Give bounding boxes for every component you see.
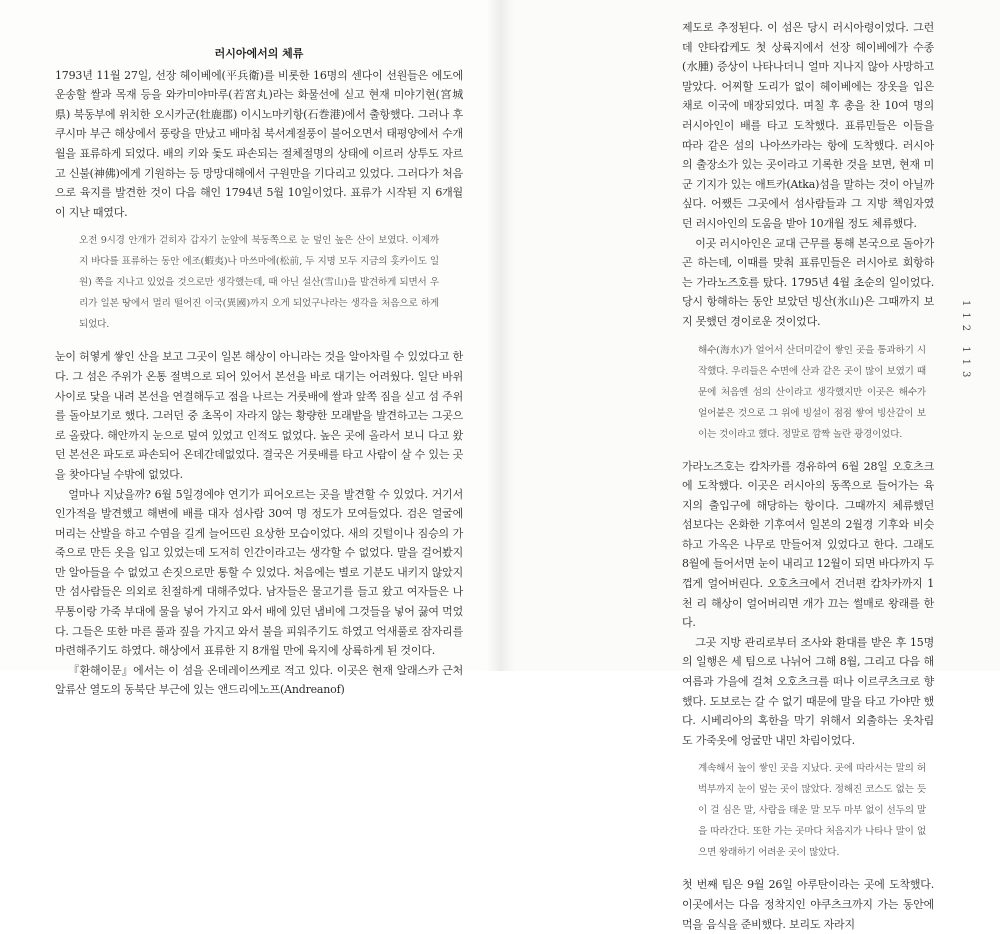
paragraph: 가라노즈호는 캄차카를 경유하여 6월 28일 오호츠크에 도착했다. 이곳은 러시아의 동쪽으로 들어가는 육지의 출입구에 해당하는 항이다. 그때까지 체류했던 섬보다는 온화한 기후여서 일본의 2월경 기후와 비슷하고 가옥은 나무로 만들어져 있었다고 한다. 그래도 8월에 들어서면 눈이 내리고 12월이 되면 바다까지 두껍게 얼어버린다. 오호츠크에서 건너편 캄차카까지 1천 리 해상이 얼어버리면 개가 끄는 썰매로 왕래를 한다. [682, 459, 934, 630]
book-gutter [486, 0, 514, 671]
left-column [55, 44, 463, 700]
block-quote: 계속해서 높이 쌓인 곳을 지났다. 곳에 따라서는 말의 허벅부까지 눈이 덮는 곳이 많았다. 정해진 코스도 없는 듯이 걸 심은 말, 사람을 태운 말 모두 마부 없이 선두의 말을 따라간다. 또한 가는 곳마다 처음지가 나타나 말이 없으면 왕래하기 어려운 곳이 많았다. [698, 763, 926, 859]
paragraph: 얼마나 지났을까? 6월 5일경에야 연기가 피어오르는 곳을 발견할 수 있었다. 거기서 인가적을 발견했고 해변에 배를 대자 섬사람 30여 명 정도가 모여들었다. 검은 얼굴에 머리는 산발을 하고 수염을 길게 늘어뜨린 요상한 모습이었다. 새의 깃털이나 짐승의 가죽으로 만든 옷을 입고 있었는데 도저히 인간이라고는 생각할 수 없었다. 말을 걸어봤지만 알아들을 수 없었고 손짓으로만 통할 수 있었다. 처음에는 별로 기분도 내키지 않았지만 섬사람들은 의외로 친절하게 대해주었다. 남자들은 물고기를 들고 왔고 여자들은 나무통이랑 가죽 부대에 물을 넣어 가지고 와서 배에 있던 냄비에 그것들을 넣어 끓여 먹었다. 그들은 또한 마른 풀과 짚을 가지고 와서 불을 피워주기도 하였고 억새풀로 잠자리를 마련해주기도 하였다. 해상에서 표류한 지 8개월 만에 육지에 상륙하게 된 것이다. [55, 487, 463, 658]
left-page [0, 0, 500, 697]
paragraph: 첫 번째 팀은 9월 26일 아루탄이라는 곳에 도착했다. 이곳에서는 다음 정착지인 야쿠츠크까지 가는 동안에 먹을 음식을 준비했다. 보리도 자라지 [682, 878, 934, 931]
paragraph: 그곳 지방 관리로부터 조사와 환대를 받은 후 15명의 일행은 세 팀으로 나뉘어 그해 8월, 그리고 다음 해 여름과 가을에 걸쳐 오호츠크를 떠나 이르쿠츠크로 향했다. 도보로는 갈 수 없기 때문에 말을 타고 가야만 했다. 시베리아의 혹한을 막기 위해서 외출하는 옷차림도 가죽옷에 엉굴만 내민 차림이었다. [682, 635, 934, 747]
paragraph: 『환해이문』에서는 이 섬을 온데레이쓰케로 적고 있다. 이곳은 현재 알래스카 근처 알류산 열도의 동북단 부근에 있는 앤드리에노프(Andreanof) [55, 663, 463, 697]
paragraph: 이곳 러시아인은 교대 근무를 통해 본국으로 돌아가곤 하는데, 이때를 맞춰 표류민들은 러시아로 회항하는 가라노즈호를 탔다. 1795년 4월 초순의 일이었다. 당시 항해하는 동안 보았던 빙산(氷山)은 그때까지 보지 못했던 경이로운 것이었다. [682, 236, 934, 328]
paragraph: 1793년 11월 27일, 선장 헤이베에(平兵衛)를 비롯한 16명의 센다이 선원들은 에도에 운송할 쌀과 목재 등을 와카미야마루(若宮丸)라는 화물선에 싣고 현재 미야기현(宮城県) 북동부에 위치한 오시카군(牡鹿郡) 이시노마키항(石巻港)에서 출항했다. 그러나 후쿠시마 부근 해상에서 풍랑을 만났고 배마침 북서계절풍이 불어오면서 태평양에서 수개월을 표류하게 되었다. 배의 키와 돛도 파손되는 절체절명의 상태에 이르러 상투도 자르고 신불(神佛)에게 기원하는 등 망망대해에서 구원만을 기다리고 있었다. 그러다가 처음으로 육지를 발견한 것이 다음 해인 1794년 5월 10일이었다. 표류가 시작된 지 6개월이 지난 때였다. [55, 68, 463, 219]
paragraph: 제도로 추정된다. 이 섬은 당시 러시아령이었다. 그런데 얀타캅케도 첫 상륙지에서 선장 헤이베에가 수종(水腫) 증상이 나타나더니 얼마 지나지 않아 사망하고 말았다. 어찌할 도리가 없이 헤이베에는 장옷을 입은 채로 이국에 매장되었다. 며칠 후 총을 찬 10여 명의 러시아인이 배를 타고 도착했다. 표류민들은 이들을 따라 같은 섬의 나아쓰카라는 항에 도착했다. 러시아의 출장소가 있는 곳이라고 기록한 것을 보면, 현재 미군 기지가 있는 애트카(Atka)섬을 말하는 것이 아닐까 싶다. 어쨌든 그곳에서 섬사람들과 그 지방 책임자였던 러시아인의 도움을 받아 10개월 정도 체류했다. [682, 21, 934, 230]
block-quote: 오전 9시경 안개가 걷히자 갑자기 눈앞에 북동쪽으로 눈 덮인 높은 산이 보였다. 이제까지 바다를 표류하는 동안 에조(蝦夷)나 마쓰마에(松前, 두 지명 모두 지금의 홋카이도 일원) 쪽을 지나고 있었을 것으로만 생각했는데, 때 아닌 설산(雪山)을 발견하게 되면서 우리가 일본 땅에서 멀리 떨어진 이국(異國)까지 오게 되었구나라는 생각을 처음으로 하게 되었다. [79, 235, 439, 331]
right-text-column [682, 18, 934, 934]
paragraph: 눈이 허옇게 쌓인 산을 보고 그곳이 일본 해상이 아니라는 것을 알아차릴 수 있었다고 한다. 그 섬은 주위가 온통 절벽으로 되어 있어서 본선을 바로 대기는 어려웠다. 일단 바위 사이로 닻을 내려 본선을 연결해두고 점을 나르는 거룻배에 쌀과 앞쪽 짐을 싣고 섬 주위를 돌아보기로 했다. 그러던 중 초목이 자라지 않는 황량한 모래밭을 발견하고는 그곳으로 올랐다. 해안까지 눈으로 덮여 있었고 인적도 없었다. 높은 곳에 올라서 보니 다고 왔던 본선은 파도로 파손되어 온데간데없었다. 결국은 거룻배를 타고 사람이 살 수 있는 곳을 찾아다닐 수밖에 없었다. [55, 350, 463, 481]
section-title: 러시아에서의 체류 [214, 47, 304, 60]
block-quote: 해수(海水)가 얼어서 산더미같이 쌓인 곳을 통과하기 시작했다. 우리들은 수면에 산과 같은 곳이 많이 보였기 때문에 처음엔 섬의 산이라고 생각했지만 이곳은 해수가 얼어붙은 것으로 그 위에 빙설이 점점 쌓여 빙산같이 보이는 것이라고 했다. 정말로 깜짝 놀란 광경이었다. [698, 344, 926, 440]
page-numbers: 112 113 [960, 300, 971, 384]
